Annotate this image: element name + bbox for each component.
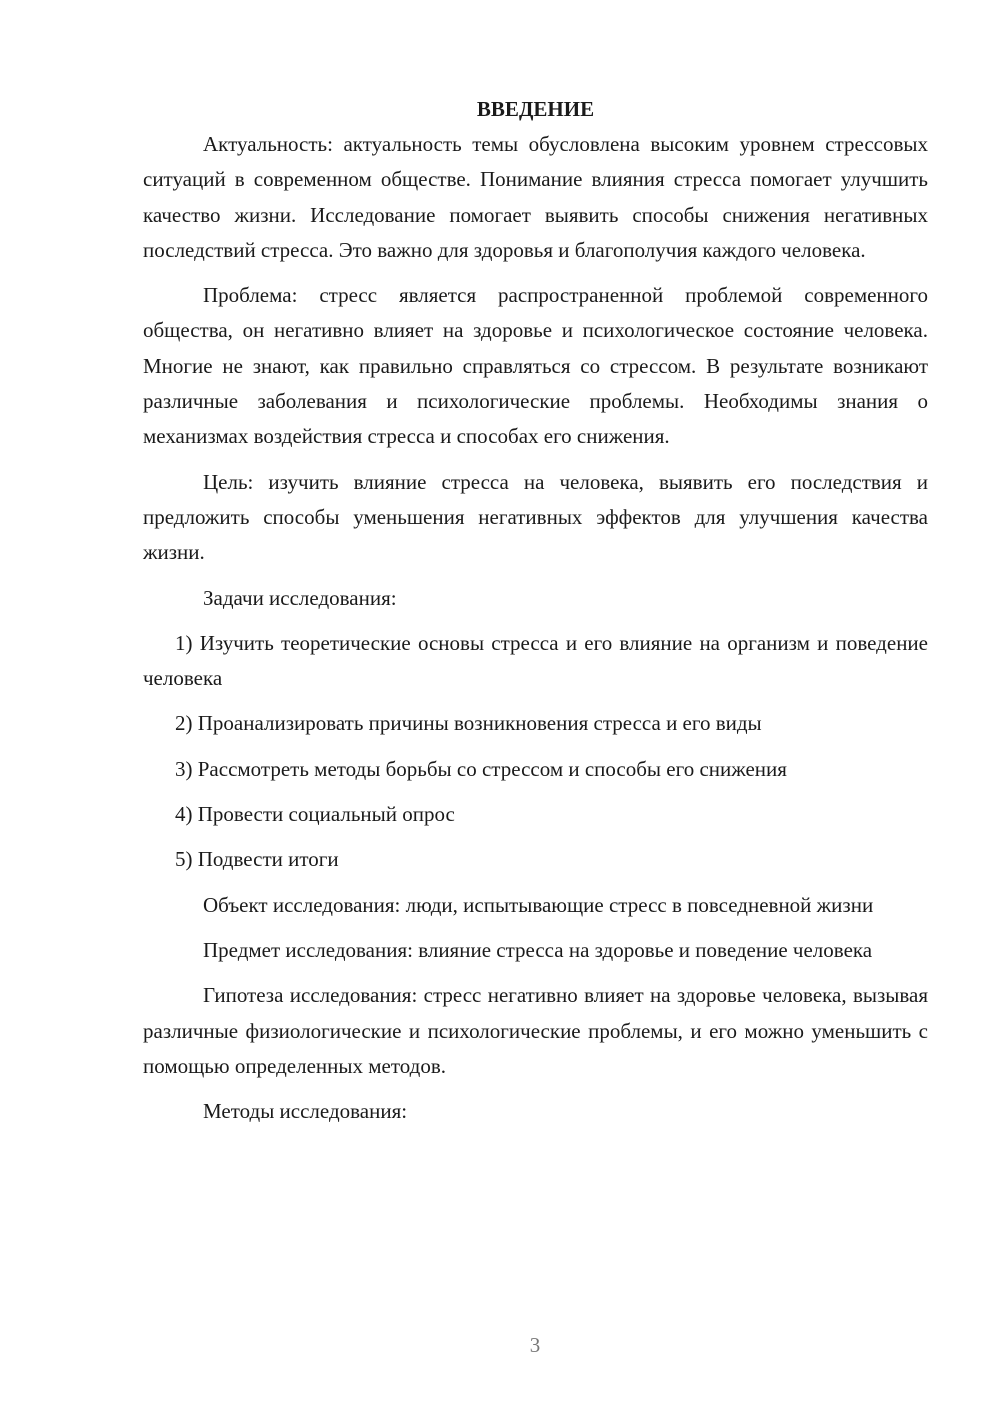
paragraph-subject: Предмет исследования: влияние стресса на здоровье и поведение человека xyxy=(203,937,873,962)
page-title: ВВЕДЕНИЕ xyxy=(476,97,595,121)
page-number: 3 xyxy=(529,1333,541,1357)
task-item-3: 3) Рассмотреть методы борьбы со стрессом и способы его снижения xyxy=(175,756,787,781)
document-page xyxy=(143,92,928,1129)
paragraph-relevance: Актуальность: актуальность темы обусловлена высоким уровнем стрессовых ситуаций в современном обществе. Понимание влияния стресса помогает улучшить качество жизни. Исследование помогает выявить способы снижения негативных последствий стресса. Это важно для здоровья и благополучия каждого человека. xyxy=(143,132,928,262)
paragraph-object: Объект исследования: люди, испытывающие стресс в повседневной жизни xyxy=(203,892,874,917)
paragraph-problem: Проблема: стресс является распространенной проблемой современного общества, он негативно влияет на здоровье и психологическое состояние человека. Многие не знают, как правильно справляться со стрессом. В результате возникают различные заболевания и психологические проблемы. Необходимы знания о механизмах воздействия стресса и способах его снижения. xyxy=(143,283,928,449)
task-item-1: 1) Изучить теоретические основы стресса и его влияние на организм и поведение человека xyxy=(143,630,928,691)
task-item-4: 4) Провести социальный опрос xyxy=(175,802,455,827)
methods-title: Методы исследования: xyxy=(203,1099,408,1124)
paragraph-goal: Цель: изучить влияние стресса на человека, выявить его последствия и предложить способы уменьшения негативных эффектов для улучшения качества жизни. xyxy=(143,469,928,565)
task-item-2: 2) Проанализировать причины возникновения стресса и его виды xyxy=(175,711,762,736)
task-item-5: 5) Подвести итоги xyxy=(175,847,339,872)
paragraph-hypothesis: Гипотеза исследования: стресс негативно влияет на здоровье человека, вызывая различные физиологические и психологические проблемы, и его можно уменьшить с помощью определенных методов. xyxy=(143,983,928,1078)
tasks-title: Задачи исследования: xyxy=(203,585,397,610)
